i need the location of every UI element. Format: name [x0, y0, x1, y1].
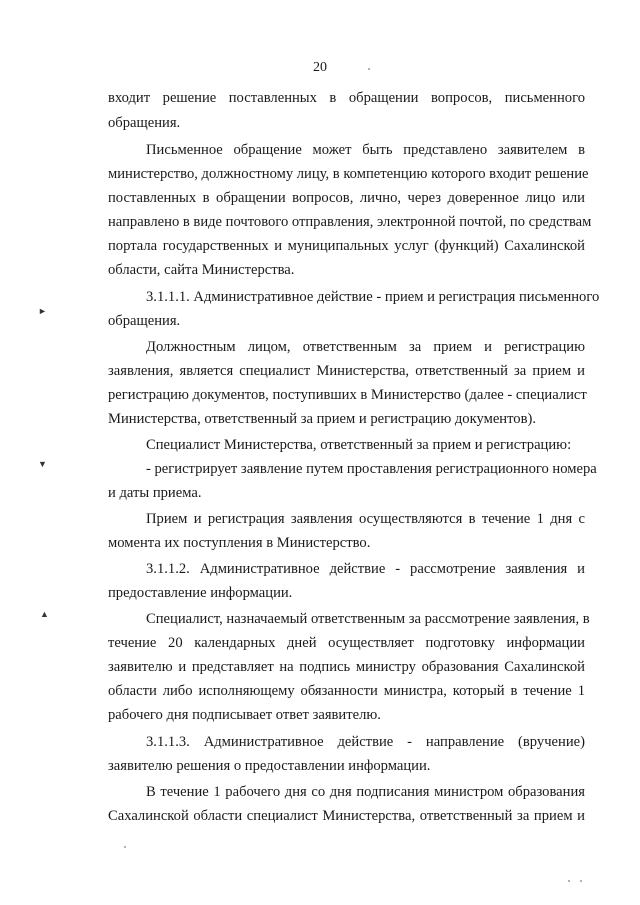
- text-line: обращения.: [108, 115, 181, 131]
- text-line: регистрацию документов, поступивших в Министерство (далее - специалист: [108, 387, 587, 403]
- section-heading: заявителю решения о предоставлении информации.: [108, 758, 431, 774]
- scan-speck: [368, 68, 370, 70]
- scan-speck: [124, 846, 126, 848]
- text-line: Министерства, ответственный за прием и регистрацию документов).: [108, 411, 536, 427]
- text-line: - регистрирует заявление путем проставления регистрационного номера: [146, 461, 597, 477]
- scan-speck: [568, 880, 570, 882]
- text-line: области либо исполняющему обязанности министра, который в течение 1: [108, 683, 585, 699]
- text-line: и даты приема.: [108, 485, 202, 501]
- scan-speck: [580, 880, 582, 882]
- text-line: заявления, является специалист Министерства, ответственный за прием и: [108, 363, 585, 379]
- text-line: Сахалинской области специалист Министерства, ответственный за прием и: [108, 808, 585, 824]
- text-line: области, сайта Министерства.: [108, 262, 295, 278]
- text-line: Письменное обращение может быть представлено заявителем в: [146, 142, 585, 158]
- margin-mark-icon: ►: [38, 306, 47, 316]
- margin-mark-icon: ▼: [38, 459, 47, 469]
- margin-mark-icon: ▲: [40, 609, 49, 619]
- text-line: Специалист Министерства, ответственный за прием и регистрацию:: [146, 437, 572, 453]
- section-heading: предоставление информации.: [108, 585, 293, 601]
- text-line: момента их поступления в Министерство.: [108, 535, 371, 551]
- text-line: входит решение поставленных в обращении вопросов, письменного: [108, 90, 585, 106]
- text-line: портала государственных и муниципальных услуг (функций) Сахалинской: [108, 238, 585, 254]
- section-heading: обращения.: [108, 313, 181, 329]
- text-line: заявителю и представляет на подпись министру образования Сахалинской: [108, 659, 585, 675]
- text-line: Специалист, назначаемый ответственным за рассмотрение заявления, в: [146, 611, 590, 627]
- text-line: поставленных в обращении вопросов, лично, через доверенное лицо или: [108, 190, 585, 206]
- text-line: В течение 1 рабочего дня со дня подписания министром образования: [146, 784, 585, 800]
- text-line: министерство, должностному лицу, в компетенцию которого входит решение: [108, 166, 589, 182]
- text-line: направлено в виде почтового отправления, электронной почтой, по средствам: [108, 214, 592, 230]
- text-line: течение 20 календарных дней осуществляет подготовку информации: [108, 635, 585, 651]
- section-heading: 3.1.1.3. Административное действие - направление (вручение): [146, 734, 585, 750]
- page-number: 20: [313, 60, 327, 75]
- text-line: Прием и регистрация заявления осуществляются в течение 1 дня с: [146, 511, 585, 527]
- section-heading: 3.1.1.2. Административное действие - рассмотрение заявления и: [146, 561, 585, 577]
- section-heading: 3.1.1.1. Административное действие - прием и регистрация письменного: [146, 289, 600, 305]
- text-line: рабочего дня подписывает ответ заявителю.: [108, 707, 381, 723]
- text-line: Должностным лицом, ответственным за прием и регистрацию: [146, 339, 585, 355]
